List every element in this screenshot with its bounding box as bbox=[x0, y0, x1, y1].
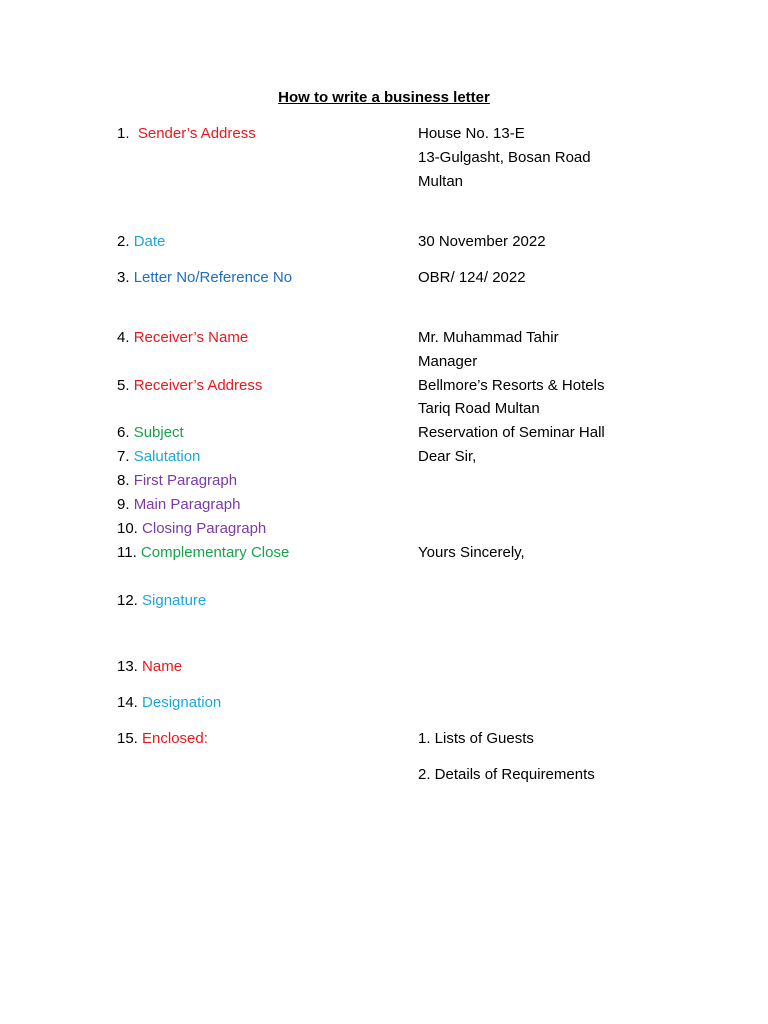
item-label: Main Paragraph bbox=[133, 496, 241, 513]
item-number: 3. bbox=[117, 269, 130, 286]
item-label: Letter No/Reference No bbox=[133, 269, 293, 286]
item-number: 7. bbox=[117, 448, 130, 465]
item-label: First Paragraph bbox=[133, 472, 238, 489]
item-12 bbox=[117, 592, 206, 610]
item-8 bbox=[117, 472, 237, 490]
item-6 bbox=[117, 424, 184, 442]
item-number: 10. bbox=[117, 520, 138, 537]
item-number: 2. bbox=[117, 233, 130, 250]
item-7 bbox=[117, 448, 200, 466]
item-label: Signature bbox=[142, 592, 207, 609]
sender-address-line-1: House No. 13-E bbox=[418, 125, 525, 142]
subject-value: Reservation of Seminar Hall bbox=[418, 424, 605, 441]
salutation-value: Dear Sir, bbox=[418, 448, 477, 465]
item-label: Designation bbox=[142, 694, 222, 711]
complementary-close-value: Yours Sincerely, bbox=[418, 544, 525, 561]
date-value: 30 November 2022 bbox=[418, 233, 546, 250]
item-14 bbox=[117, 694, 221, 712]
item-label: Complementary Close bbox=[140, 544, 290, 561]
item-number: 8. bbox=[117, 472, 130, 489]
item-number: 11. bbox=[117, 544, 137, 561]
receiver-address-line-1: Bellmore’s Resorts & Hotels bbox=[418, 377, 605, 394]
item-1 bbox=[117, 125, 256, 143]
item-number: 15. bbox=[117, 730, 138, 747]
item-label: Date bbox=[133, 233, 166, 250]
item-number: 4. bbox=[117, 329, 130, 346]
item-number: 5. bbox=[117, 377, 130, 394]
item-number: 6. bbox=[117, 424, 130, 441]
receiver-address-line-2: Tariq Road Multan bbox=[418, 400, 540, 417]
item-9 bbox=[117, 496, 240, 514]
item-3 bbox=[117, 269, 292, 287]
item-15 bbox=[117, 730, 208, 748]
item-10 bbox=[117, 520, 266, 538]
item-number: 12. bbox=[117, 592, 138, 609]
item-number: 13. bbox=[117, 658, 138, 675]
item-5 bbox=[117, 377, 262, 395]
enclosure-2: 2. Details of Requirements bbox=[418, 766, 595, 783]
item-label: Receiver’s Address bbox=[133, 377, 263, 394]
enclosure-1: 1. Lists of Guests bbox=[418, 730, 534, 747]
item-number: 14. bbox=[117, 694, 138, 711]
reference-value: OBR/ 124/ 2022 bbox=[418, 269, 526, 286]
item-4 bbox=[117, 329, 248, 347]
item-11 bbox=[117, 544, 289, 562]
sender-address-line-2: 13-Gulgasht, Bosan Road bbox=[418, 149, 591, 166]
item-label: Salutation bbox=[133, 448, 201, 465]
item-number: 1. bbox=[117, 125, 130, 142]
item-2 bbox=[117, 233, 165, 251]
item-label: Sender’s Address bbox=[137, 125, 256, 142]
receiver-name-line-1: Mr. Muhammad Tahir bbox=[418, 329, 559, 346]
item-number: 9. bbox=[117, 496, 130, 513]
item-label: Subject bbox=[133, 424, 184, 441]
item-13 bbox=[117, 658, 182, 676]
item-label: Name bbox=[142, 658, 183, 675]
item-label: Closing Paragraph bbox=[142, 520, 267, 537]
page-title: How to write a business letter bbox=[278, 89, 490, 106]
item-label: Enclosed: bbox=[142, 730, 208, 747]
item-label: Receiver’s Name bbox=[133, 329, 249, 346]
receiver-name-line-2: Manager bbox=[418, 353, 478, 370]
sender-address-line-3: Multan bbox=[418, 173, 464, 190]
